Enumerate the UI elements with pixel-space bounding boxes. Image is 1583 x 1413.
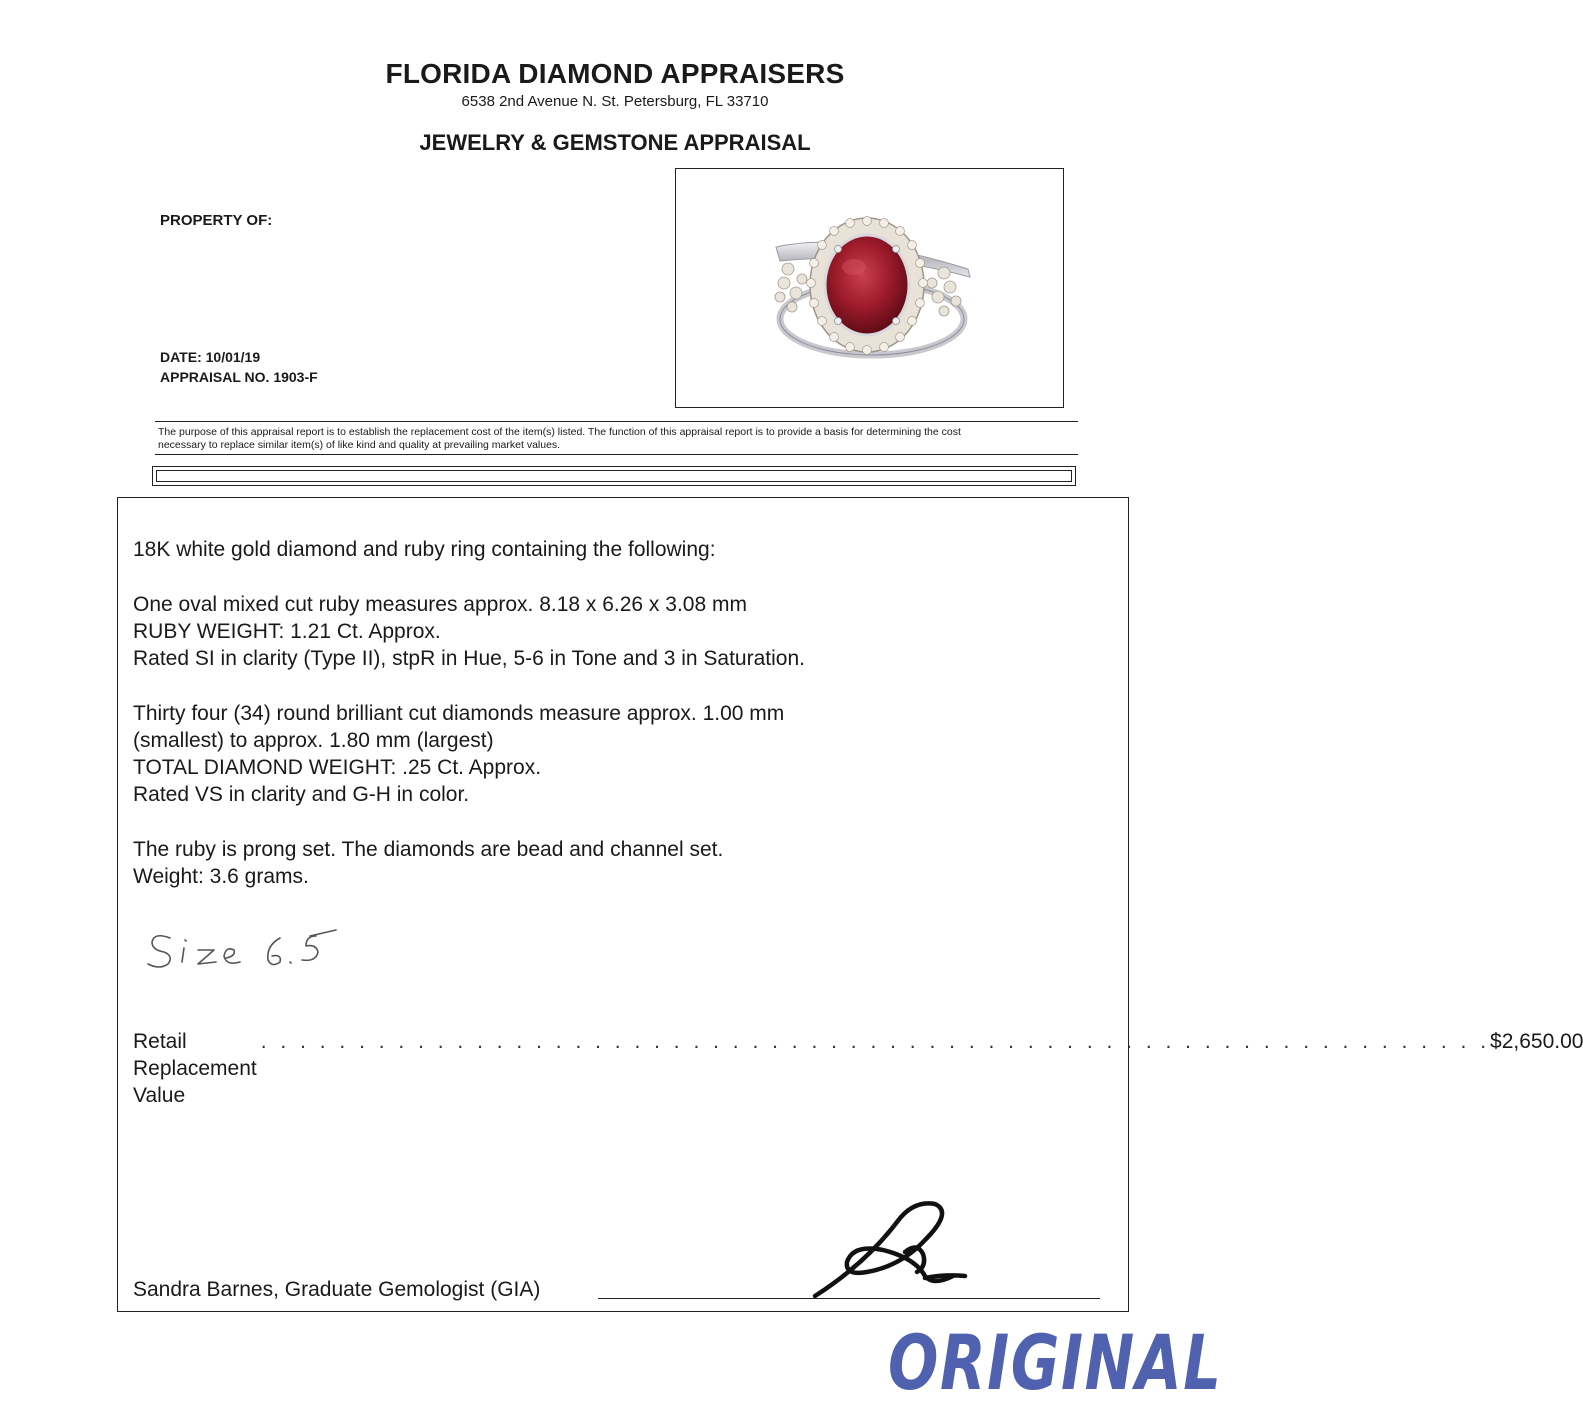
purpose-statement	[158, 426, 1078, 451]
divider-top	[155, 421, 1078, 422]
document-title: JEWELRY & GEMSTONE APPRAISAL	[419, 130, 811, 155]
appraiser-name: Sandra Barnes, Graduate Gemologist (GIA)	[133, 1278, 541, 1301]
company-address: 6538 2nd Avenue N. St. Petersburg, FL 33710	[461, 93, 769, 110]
original-stamp: ORIGINAL	[888, 1318, 1223, 1407]
purpose-line-1: The purpose of this appraisal report is to establish the replacement cost of the item(s) listed. The function of this appraisal report is to provide a basis for determining the cost	[158, 426, 961, 438]
divider-bottom	[155, 454, 1078, 455]
ruby-measurements: One oval mixed cut ruby measures approx. 8.18 x 6.26 x 3.08 mm	[133, 593, 747, 616]
retail-value-row	[133, 1028, 1583, 1109]
ruby-weight: RUBY WEIGHT: 1.21 Ct. Approx.	[133, 620, 441, 643]
company-name: FLORIDA DIAMOND APPRAISERS	[385, 58, 845, 89]
signature-mark	[805, 1192, 975, 1302]
purpose-line-2: necessary to replace similar item(s) of like kind and quality at prevailing market values.	[158, 438, 561, 451]
retail-value-label: Retail Replacement Value	[133, 1030, 257, 1107]
ruby-rating: Rated SI in clarity (Type II), stpR in Hue, 5-6 in Tone and 3 in Saturation.	[133, 647, 805, 670]
ring-weight: Weight: 3.6 grams.	[133, 865, 309, 888]
ring-photo-frame	[675, 168, 1064, 408]
item-intro: 18K white gold diamond and ruby ring containing the following:	[133, 538, 716, 561]
double-border-bar	[152, 466, 1076, 486]
diamond-rating: Rated VS in clarity and G-H in color.	[133, 783, 470, 806]
diamond-total-weight: TOTAL DIAMOND WEIGHT: .25 Ct. Approx.	[133, 756, 542, 779]
diamond-size-range: (smallest) to approx. 1.80 mm (largest)	[133, 729, 494, 752]
diamond-count: Thirty four (34) round brilliant cut diamonds measure approx. 1.00 mm	[133, 702, 785, 725]
handwritten-size-note	[140, 926, 350, 972]
leader-dots: . . . . . . . . . . . . . . . . . . . . . . . . . . . . . . . . . . . . . . . . . . . . . . . . . . . . . . . . . . . . . . .	[260, 1030, 1491, 1053]
appraisal-date: DATE: 10/01/19	[160, 349, 261, 365]
appraisal-number: APPRAISAL NO. 1903-F	[160, 369, 318, 385]
retail-value-amount: $2,650.00	[1490, 1030, 1583, 1053]
property-of-label: PROPERTY OF:	[160, 212, 273, 229]
ring-photo	[676, 169, 1063, 407]
setting-description: The ruby is prong set. The diamonds are bead and channel set.	[133, 838, 724, 861]
